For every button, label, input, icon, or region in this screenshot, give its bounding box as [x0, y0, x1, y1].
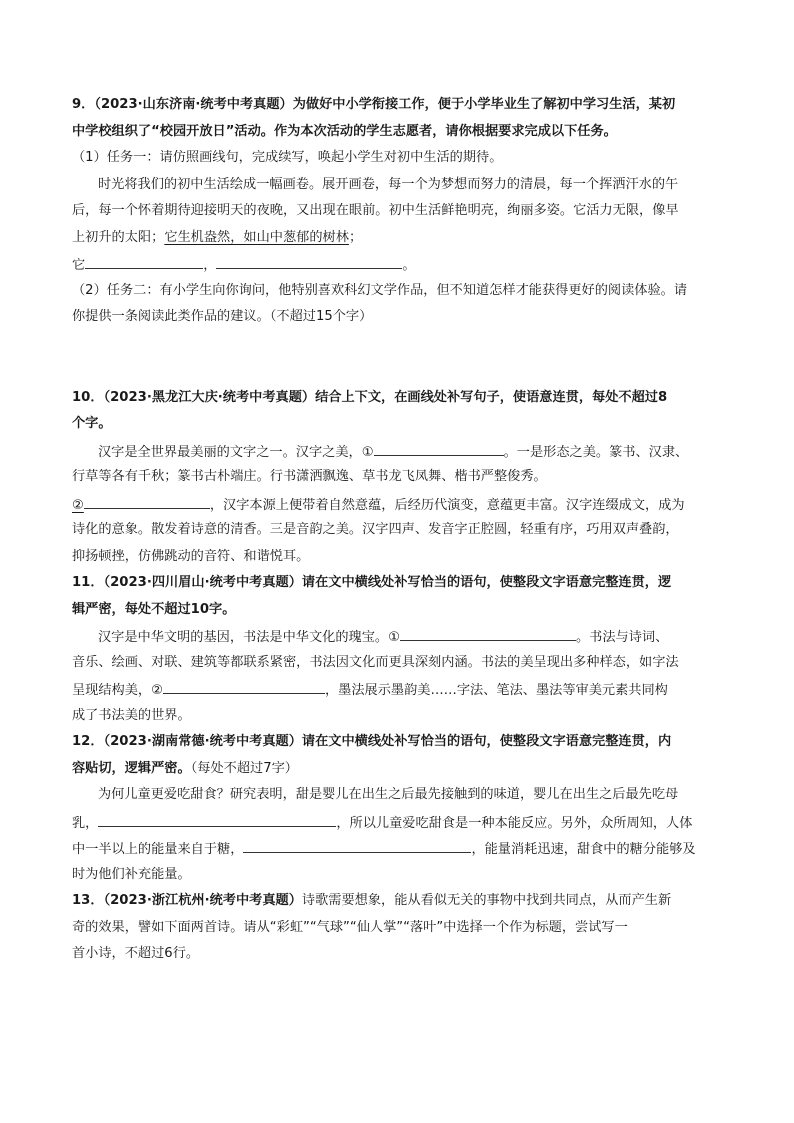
q12-limit-note: （每处不超过7字）: [190, 760, 298, 776]
q10-stem-line-2: 个字。: [72, 416, 112, 431]
q12-text: 中一半以上的能量来自于糖，: [72, 842, 244, 857]
q12-stem-text: 容贴切，逻辑严密。: [72, 760, 191, 776]
question-11: [72, 570, 722, 729]
exam-page: [72, 92, 722, 968]
q11-text: 。书法与诗词、: [575, 630, 669, 645]
q11-passage-line-3: [72, 676, 722, 703]
q11-passage-line-4: 成了书法美的世界。: [72, 707, 191, 723]
q9-answer-line: [72, 251, 722, 278]
q13-stem-line-3: 首小诗，不超过6行。: [72, 946, 200, 961]
q12-blank-2[interactable]: [243, 835, 471, 853]
q12-text: ，所以儿童爱吃甜食是一种本能反应。另外，众所周知，人体: [336, 815, 693, 831]
q9-blank-2[interactable]: [216, 251, 402, 269]
q11-blank-2[interactable]: [163, 676, 325, 694]
q11-text: 呈现结构美，②: [72, 683, 163, 698]
q10-passage-line-2: 行草等各有千秋；篆书古朴端庄。行书潇洒飘逸、草书龙飞凤舞、楷书严整俊秀。: [72, 469, 547, 484]
q9-passage-line-1: 时光将我们的初中生活绘成一幅画卷。展开画卷，每一个为梦想而努力的清晨，每一个挥洒汗水的午: [98, 176, 679, 192]
question-10: [72, 385, 722, 571]
q9-passage-text: 上初升的太阳；: [72, 229, 165, 245]
q9-answer-prefix: 它: [72, 258, 86, 273]
q9-answer-sep: ，: [203, 258, 217, 273]
q9-passage-line-2: 后，每一个怀着期待迎接明天的夜晚，又出现在眼前。初中生活鲜艳明亮，绚丽多姿。它活力无限，像早: [72, 203, 679, 218]
q13-stem-line-2: 奇的效果，譬如下面两首诗。请从“彩虹”“气球”“仙人掌”“落叶”中选择一个作为标题，尝试写一: [72, 919, 628, 935]
q10-passage-line-3: [72, 491, 722, 518]
q9-passage-text: ；: [348, 229, 363, 245]
q9-passage-line-3: [72, 225, 722, 252]
q9-stem-line-1: 9．（2023·山东济南·统考中考真题）为做好中小学衔接工作，便于小学毕业生了解初中学习生活，某初: [72, 97, 676, 112]
q9-task-2-line-2: 你提供一条阅读此类作品的建议。（不超过15个字）: [72, 309, 373, 324]
q12-blank-1[interactable]: [98, 809, 336, 827]
q12-passage-line-2: [72, 809, 722, 836]
q11-stem-line-1: 11．（2023·四川眉山·统考中考真题）请在文中横线处补写恰当的语句，使整段文字语意完整连贯，逻: [72, 575, 672, 590]
q9-task-2-line-1: （2）任务二：有小学生向你询问，他特别喜欢科幻文学作品，但不知道怎样才能获得更好的阅读体验。请: [72, 282, 688, 298]
q10-blank-2-label: ②: [72, 497, 84, 513]
q13-text: 诗歌需要想象，能从看似无关的事物中找到共同点，从而产生新: [301, 893, 672, 908]
q13-stem-line-1: [72, 888, 722, 915]
q10-passage-line-4: 诗化的意象。散发着诗意的清香。三是音韵之美。汉字四声、发音字正腔圆，轻重有序，巧用双声叠韵，: [72, 522, 679, 537]
q11-text: ，墨法展示墨韵美……字法、笔法、墨法等审美元素共同构: [324, 683, 668, 698]
q9-underlined-sentence: 它生机盎然，如山中葱郁的树林: [164, 229, 349, 245]
q10-stem-line-1: 10．（2023·黑龙江大庆·统考中考真题）结合上下文，在画线处补写句子，使语意连贯，每处不超过8: [72, 389, 668, 405]
q10-blank-2[interactable]: [84, 491, 210, 509]
q10-passage-line-5: 抑扬顿挫，仿佛跳动的音符、和谐悦耳。: [72, 548, 310, 564]
q9-task-1: （1）任务一：请仿照画线句，完成续写，唤起小学生对初中生活的期待。: [72, 150, 503, 165]
q12-passage-line-3: [72, 835, 722, 862]
q12-text: 乳，: [72, 815, 99, 831]
q11-stem-line-2: 辑严密，每处不超过10字。: [72, 601, 236, 617]
question-13: [72, 888, 722, 968]
q11-text: 汉字是中华文明的基因，书法是中华文化的瑰宝。①: [98, 630, 400, 645]
q9-blank-1[interactable]: [85, 251, 203, 269]
q10-passage-line-1: [72, 438, 722, 465]
question-12: [72, 729, 722, 888]
q10-blank-1[interactable]: [374, 438, 504, 456]
answer-space[interactable]: [72, 331, 722, 385]
q12-stem-line-2: [72, 756, 722, 783]
question-9: [72, 92, 722, 331]
q12-text: ，能量消耗迅速，甜食中的糖分能够及: [471, 842, 696, 857]
q12-passage-line-1: 为何儿童更爱吃甜食？研究表明，甜是婴儿在出生之后最先接触到的味道，婴儿在出生之后最先吃母: [98, 787, 679, 802]
q11-blank-1[interactable]: [400, 623, 576, 641]
q10-text: ，汉字本源上便带着自然意蕴，后经历代演变，意蕴更丰富。汉字连缀成文，成为: [209, 497, 685, 513]
q10-text: 汉字是全世界最美丽的文字之一。汉字之美，①: [98, 444, 374, 460]
q11-passage-line-1: [72, 623, 722, 650]
q10-text: 。一是形态之美。篆书、汉隶、: [503, 444, 689, 460]
q9-stem-line-2: 中学校组织了“校园开放日”活动。作为本次活动的学生志愿者，请你根据要求完成以下任务。: [72, 123, 617, 139]
q9-answer-end: 。: [402, 258, 416, 273]
q12-stem-line-1: 12．（2023·湖南常德·统考中考真题）请在文中横线处补写恰当的语句，使整段文字语意完整连贯，内: [72, 734, 672, 749]
q13-source: 13．（2023·浙江杭州·统考中考真题）: [72, 893, 302, 908]
q11-passage-line-2: 音乐、绘画、对联、建筑等都联系紧密，书法因文化而更具深刻内涵。书法的美呈现出多种样态，如字法: [72, 654, 679, 670]
q12-passage-line-4: 时为他们补充能量。: [72, 866, 191, 882]
